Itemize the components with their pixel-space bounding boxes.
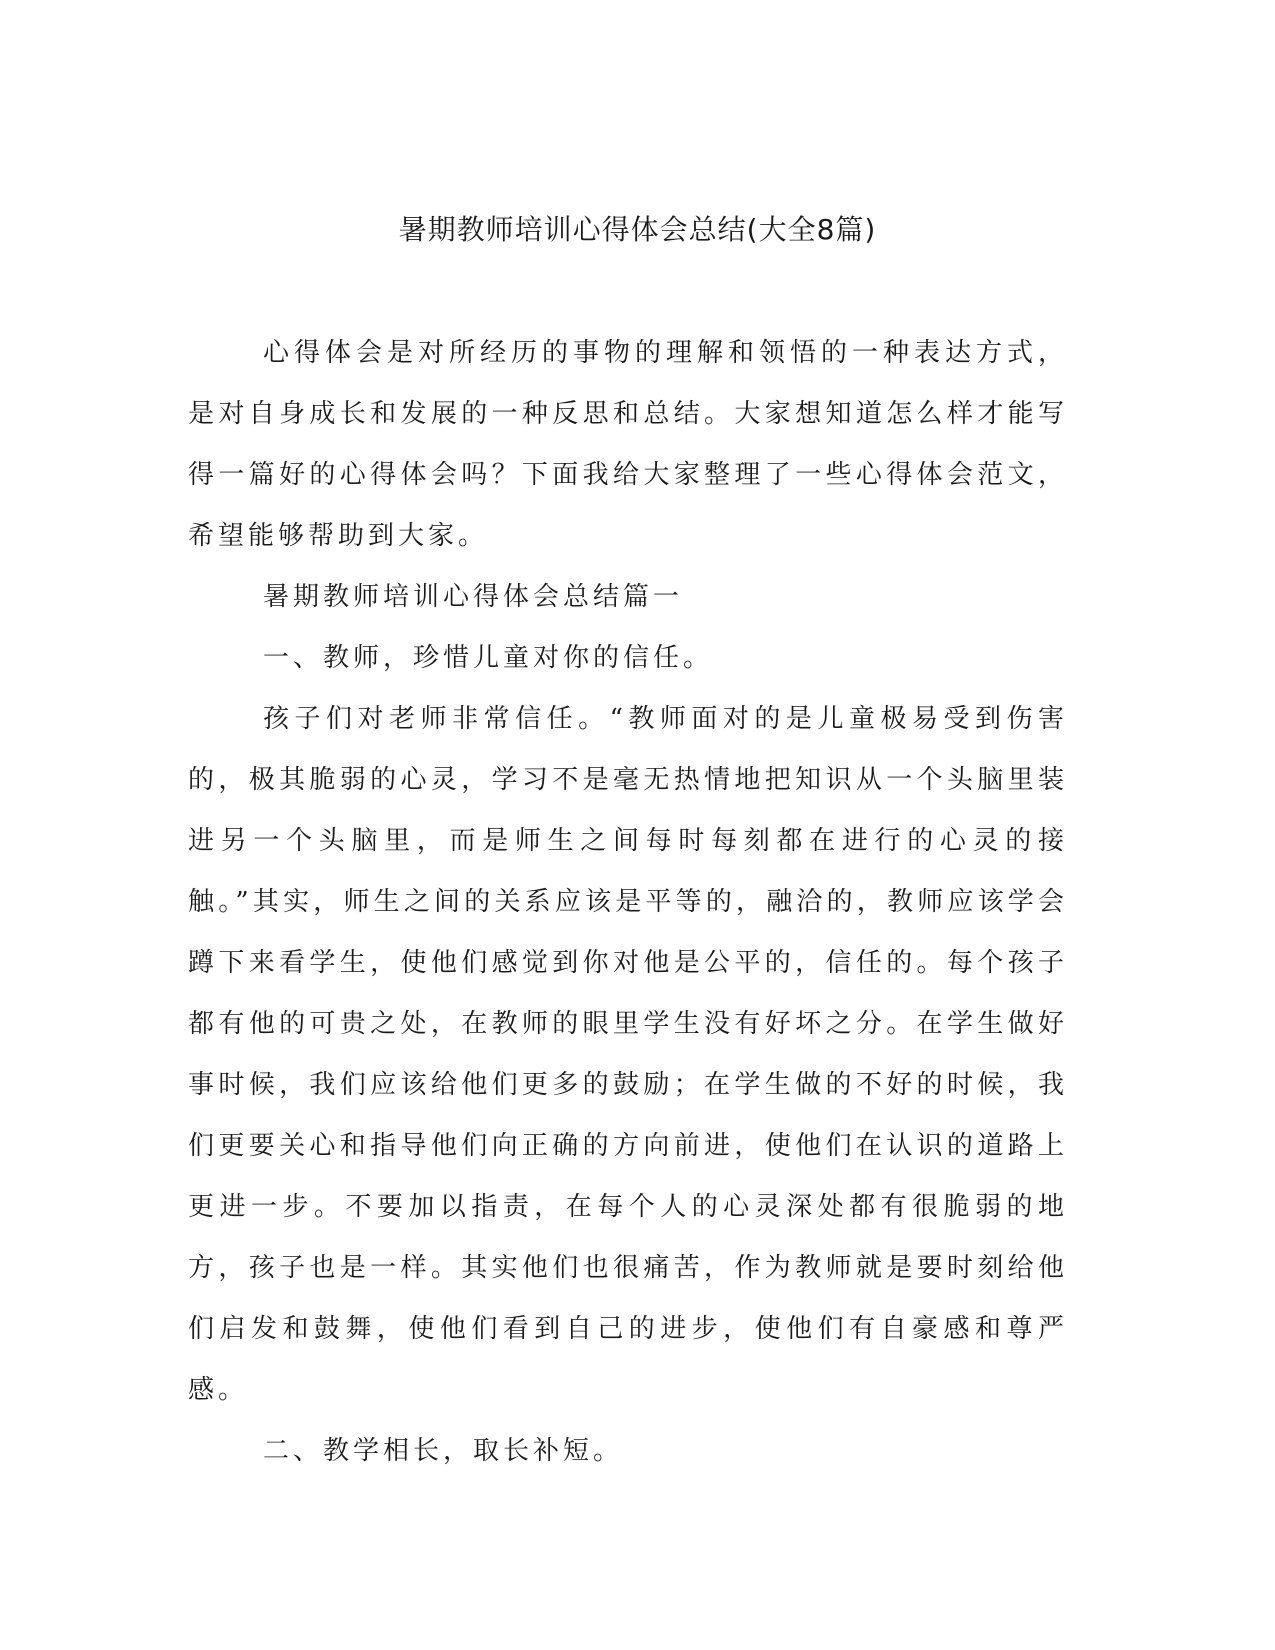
point-heading-1: 一、教师，珍惜儿童对你的信任。 xyxy=(263,643,714,673)
intro-paragraph: 心得体会是对所经历的事物的理解和领悟的一种表达方式，是对自身成长和发展的一种反思和总结。大家想知道怎么样才能写得一篇好的心得体会吗？下面我给大家整理了一些心得体会范文，希望能够帮助到大家。 xyxy=(188,338,1068,551)
section-heading: 暑期教师培训心得体会总结篇一 xyxy=(263,582,684,612)
body-paragraph: 孩子们对老师非常信任。“教师面对的是儿童极易受到伤害的，极其脆弱的心灵，学习不是毫无热情地把知识从一个头脑里装进另一个头脑里，而是师生之间每时每刻都在进行的心灵的接触。”其实，师生之间的关系应该是平等的，融洽的，教师应该学会蹲下来看学生，使他们感觉到你对他是公平的，信任的。每个孩子都有他的可贵之处，在教师的眼里学生没有好坏之分。在学生做好事时候，我们应该给他们更多的鼓励；在学生做的不好的时候，我们更要关心和指导他们向正确的方向前进，使他们在认识的道路上更进一步。不要加以指责，在每个人的心灵深处都有很脆弱的地方，孩子也是一样。其实他们也很痛苦，作为教师就是要时刻给他们启发和鼓舞，使他们看到自己的进步，使他们有自豪感和尊严感。 xyxy=(188,704,1068,1405)
document-title: 暑期教师培训心得体会总结(大全8篇) xyxy=(398,213,877,246)
document-body xyxy=(188,323,1068,1482)
point-heading-2: 二、教学相长，取长补短。 xyxy=(263,1436,624,1466)
